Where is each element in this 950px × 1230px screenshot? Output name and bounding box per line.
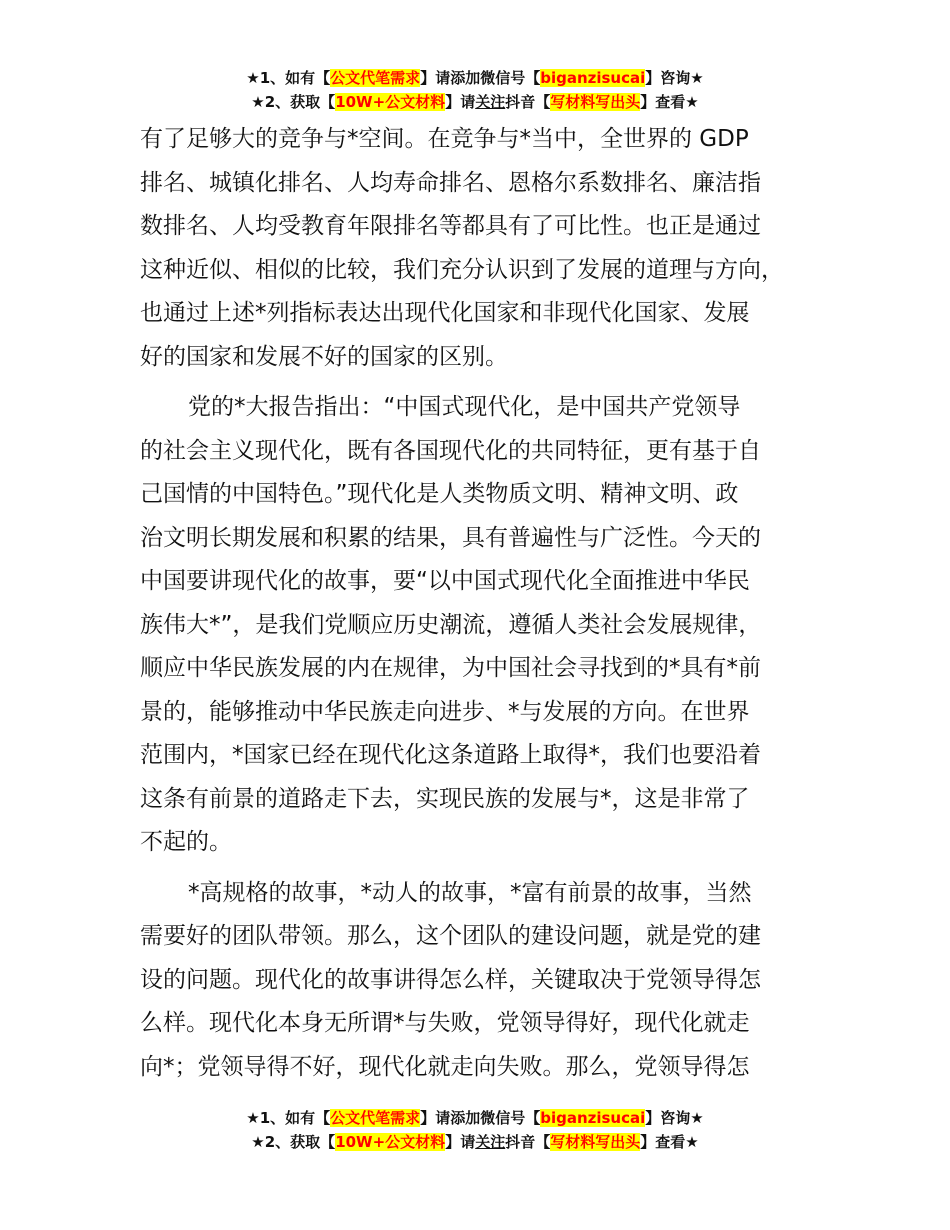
banner-highlight: 10W+公文材料: [335, 93, 446, 111]
text-line: 这种近似、相似的比较，我们充分认识到了发展的道理与方向，: [140, 256, 784, 283]
header-banner: [0, 66, 950, 114]
text-line: 数排名、人均受教育年限排名等都具有了可比性。也正是通过: [140, 213, 761, 239]
banner-text: ★1、如有【: [246, 69, 331, 87]
banner-text: 】查看★: [640, 1133, 699, 1151]
paragraph-3: [140, 872, 840, 1090]
banner-highlight: 公文代笔需求: [330, 69, 421, 87]
text-line: 好的国家和发展不好的国家的区别。: [140, 343, 508, 370]
banner-text: 】请添加微信号【: [420, 69, 541, 87]
text-line: 党的*大报告指出：“中国式现代化，是中国共产党领导: [188, 394, 741, 420]
paragraph-1: [140, 118, 840, 379]
banner-text: 】咨询★: [645, 1109, 704, 1127]
document-body: [140, 118, 840, 1096]
text-line: 么样。现代化本身无所谓*与失败，党领导得好，现代化就走: [140, 1010, 750, 1036]
banner-highlight: 写材料写出头: [550, 1133, 641, 1151]
text-line: 族伟大*”，是我们党顺应历史潮流，遵循人类社会发展规律，: [140, 611, 762, 638]
banner-text: 抖音【: [505, 93, 551, 111]
banner-highlight: 公文代笔需求: [330, 1109, 421, 1127]
banner-highlight: 10W+公文材料: [335, 1133, 446, 1151]
text-line: 设的问题。现代化的故事讲得怎么样，关键取决于党领导得怎: [140, 966, 761, 993]
banner-underlined: 关注: [475, 1133, 506, 1151]
text-line: 向*；党领导得不好，现代化就走向失败。那么，党领导得怎: [140, 1053, 750, 1080]
text-line: 范围内，*国家已经在现代化这条道路上取得*，我们也要沿着: [140, 742, 761, 768]
banner-line-2: [0, 90, 950, 114]
banner-text: 】请: [445, 93, 476, 111]
banner-text: ★1、如有【: [246, 1109, 331, 1127]
banner-text: ★2、获取【: [251, 1133, 336, 1151]
text-line: 排名、城镇化排名、人均寿命排名、恩格尔系数排名、廉洁指: [140, 169, 761, 196]
text-line: 这条有前景的道路走下去，实现民族的发展与*，这是非常了: [140, 785, 750, 812]
banner-text: ★2、获取【: [251, 93, 336, 111]
banner-line-1: [0, 1106, 950, 1130]
text-line: 有了足够大的竞争与*空间。在竞争与*当中，全世界的 GDP: [140, 126, 749, 152]
banner-wechat-id: biganzisucai: [540, 1109, 646, 1127]
text-line: 中国要讲现代化的故事，要“以中国式现代化全面推进中华民: [140, 568, 750, 594]
text-line: 的社会主义现代化，既有各国现代化的共同特征，更有基于自: [140, 437, 761, 464]
banner-wechat-id: biganzisucai: [540, 69, 646, 87]
banner-text: 】咨询★: [645, 69, 704, 87]
banner-text: 】查看★: [640, 93, 699, 111]
banner-underlined: 关注: [475, 93, 506, 111]
banner-highlight: 写材料写出头: [550, 93, 641, 111]
text-line: 己国情的中国特色。”现代化是人类物质文明、精神文明、政: [140, 481, 739, 507]
text-line: 不起的。: [140, 829, 232, 855]
banner-text: 】请添加微信号【: [420, 1109, 541, 1127]
banner-line-1: [0, 66, 950, 90]
text-line: 治文明长期发展和积累的结果，具有普遍性与广泛性。今天的: [140, 524, 761, 551]
banner-line-2: [0, 1130, 950, 1154]
text-line: *高规格的故事，*动人的故事，*富有前景的故事，当然: [188, 879, 752, 906]
text-line: 也通过上述*列指标表达出现代化国家和非现代化国家、发展: [140, 300, 750, 326]
banner-text: 】请: [445, 1133, 476, 1151]
footer-banner: [0, 1106, 950, 1154]
paragraph-2: [140, 386, 840, 865]
text-line: 顺应中华民族发展的内在规律，为中国社会寻找到的*具有*前: [140, 655, 761, 681]
banner-text: 抖音【: [505, 1133, 551, 1151]
text-line: 需要好的团队带领。那么，这个团队的建设问题，就是党的建: [140, 923, 761, 949]
text-line: 景的，能够推动中华民族走向进步、*与发展的方向。在世界: [140, 698, 750, 725]
